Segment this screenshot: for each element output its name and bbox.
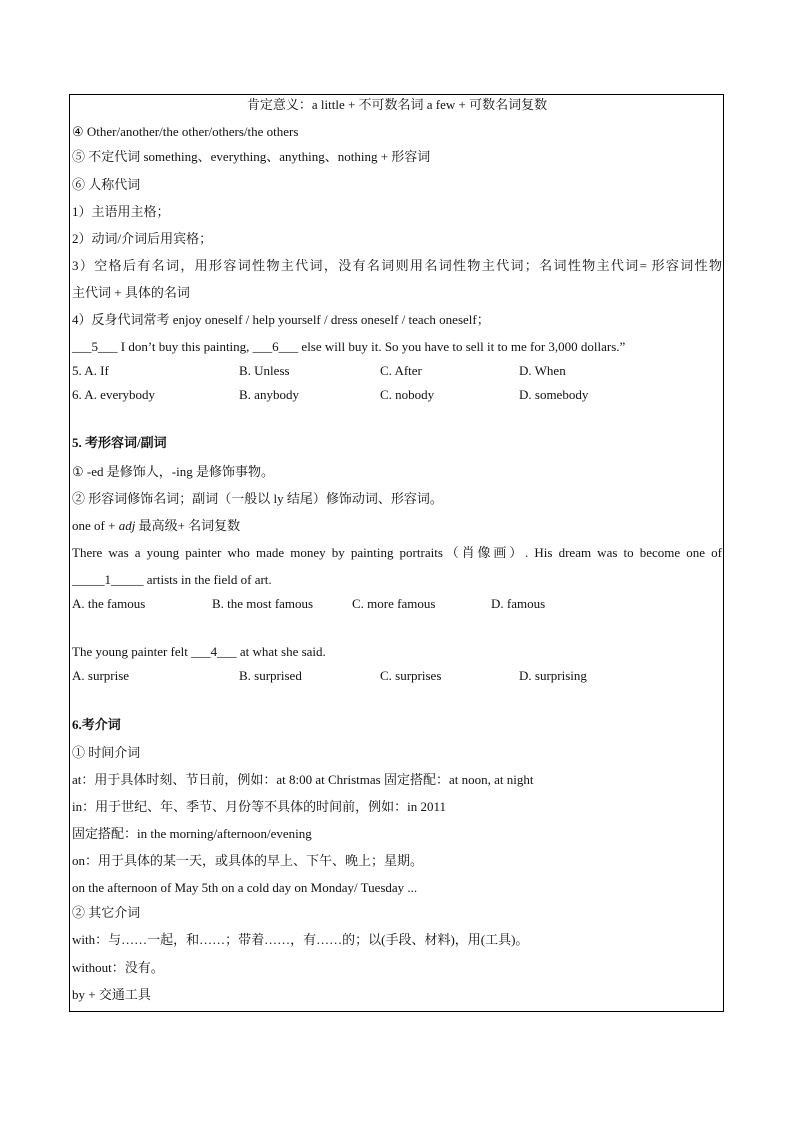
option-6b: B. anybody: [239, 387, 299, 402]
option-4c: C. surprises: [380, 668, 442, 683]
option-4d: D. surprising: [519, 668, 587, 683]
section-heading-adjectives: 5. 考形容词/副词: [72, 435, 167, 450]
text-line-on: on：用于具体的某一天，或具体的早上、下午、晚上；星期。: [72, 853, 424, 868]
text-line-ed-ing: ① -ed 是修饰人，-ing 是修饰事物。: [72, 464, 274, 479]
option-5a: 5. A. If: [72, 363, 109, 378]
option-6a: 6. A. everybody: [72, 387, 156, 402]
text-line-superlative: one of + adj 最高级+ 名词复数: [72, 518, 241, 533]
question-text-1-cont: _____1_____ artists in the field of art.: [72, 572, 272, 587]
text-line-reflexive: 4）反身代词常考 enjoy oneself / help yourself / dress oneself / teach oneself；: [72, 312, 490, 327]
text-line-subject-case: 1）主语用主格；: [72, 204, 170, 219]
section-heading-prepositions: 6.考介词: [72, 717, 121, 732]
question-text-4: The young painter felt ___4___ at what she said.: [72, 644, 326, 659]
option-1a: A. the famous: [72, 596, 146, 611]
text-line-indefinite-pronouns: ⑤ 不定代词 something、everything、anything、nothing + 形容词: [72, 149, 431, 164]
option-5b: B. Unless: [239, 363, 290, 378]
text-line-possessive-rule: 3）空格后有名词，用形容词性物主代词，没有名词则用名词性物主代词；名词性物主代词= 形容词性物: [72, 258, 722, 273]
text-line-on-examples: on the afternoon of May 5th on a cold day on Monday/ Tuesday ...: [72, 880, 418, 895]
text-line-other-prepositions: ② 其它介词: [72, 905, 141, 920]
question-text-5-6: ___5___ I don’t buy this painting, ___6___ else will buy it. So you have to sell it to me for 3,000 dollars.”: [72, 339, 626, 354]
option-4b: B. surprised: [239, 668, 302, 683]
text-line-quantifiers: 肯定意义：a little + 不可数名词 a few + 可数名词复数: [246, 97, 548, 112]
text-line-without: without：没有。: [72, 960, 164, 975]
text-line-by: by + 交通工具: [72, 987, 151, 1002]
option-4a: A. surprise: [72, 668, 130, 683]
text-line-other-forms: ④ Other/another/the other/others/the others: [72, 124, 299, 139]
option-1d: D. famous: [491, 596, 546, 611]
option-5c: C. After: [380, 363, 422, 378]
option-5d: D. When: [519, 363, 566, 378]
text-line-personal-pronouns: ⑥ 人称代词: [72, 177, 141, 192]
option-6d: D. somebody: [519, 387, 589, 402]
text-line-in: in：用于世纪、年、季节、月份等不具体的时间前，例如：in 2011: [72, 799, 446, 814]
text-line-with: with：与……一起，和……；带着……，有……的；以(手段、材料)，用(工具)。: [72, 932, 529, 947]
text-line-adj-adv: ② 形容词修饰名词；副词（一般以 ly 结尾）修饰动词、形容词。: [72, 491, 443, 506]
text-line-at: at：用于具体时刻、节日前，例如：at 8:00 at Christmas 固定搭配：at noon, at night: [72, 772, 534, 787]
option-6c: C. nobody: [380, 387, 435, 402]
text-line-possessive-rule-cont: 主代词 + 具体的名词: [72, 285, 190, 300]
text-line-time-prepositions: ① 时间介词: [72, 745, 141, 760]
question-text-1: There was a young painter who made money by painting portraits（肖像画）. His dream was to become one of: [72, 545, 722, 560]
text-line-object-case: 2）动词/介词后用宾格；: [72, 231, 213, 246]
option-1c: C. more famous: [352, 596, 436, 611]
option-1b: B. the most famous: [212, 596, 314, 611]
text-line-in-fixed: 固定搭配：in the morning/afternoon/evening: [72, 826, 312, 841]
